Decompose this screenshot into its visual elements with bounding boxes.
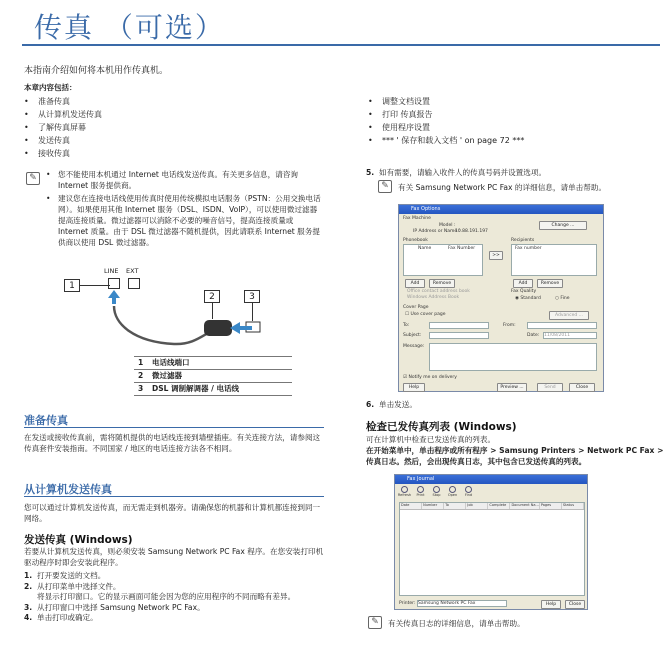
- page-title: 传真 （可选）: [34, 11, 225, 44]
- step-number: 1.: [24, 571, 33, 580]
- log-col-header[interactable]: To: [444, 503, 466, 509]
- send-button[interactable]: Send: [537, 383, 563, 392]
- step-number: 4.: [24, 613, 33, 622]
- toolbar-label: Print: [416, 493, 425, 497]
- fax-options-dialog: [398, 204, 604, 392]
- step-text: 单击打印或确定。: [37, 613, 98, 622]
- printer-select[interactable]: Samsung Network PC Fax: [417, 600, 507, 607]
- change-button[interactable]: Change ...: [539, 221, 587, 230]
- note-help-text: 有关 Samsung Network PC Fax 的详细信息，请单击帮助。: [398, 183, 607, 192]
- toolbar-button-stop[interactable]: [429, 486, 444, 497]
- option-windows-book[interactable]: Windows Address Book: [407, 295, 460, 300]
- fax-log-window: [394, 474, 588, 610]
- step-text: 单击发送。: [379, 400, 417, 409]
- step-text: 从打印菜单中选择文件。: [37, 581, 121, 591]
- log-col-header[interactable]: Complete: [488, 503, 510, 509]
- model-label: Model :: [439, 223, 456, 228]
- legend-num: 3: [138, 384, 144, 393]
- ip-value: 10.88.191.197: [455, 229, 488, 234]
- microfilter-icon: [204, 320, 232, 336]
- section-rule: [24, 496, 324, 497]
- step-5: [366, 168, 666, 179]
- check-text-2: 在开始菜单中，单击程序或所有程序 > Samsung Printers > Network PC Fax > 传真日志。然后，会出现传真日志，其中包含已发送传真的列表。: [366, 446, 664, 466]
- legend-num: 1: [138, 358, 144, 367]
- toolbar-label: Stop: [432, 493, 441, 497]
- message-label: Message:: [403, 344, 425, 349]
- legend-label: 微过滤器: [152, 371, 182, 380]
- to-input[interactable]: [429, 322, 489, 329]
- from-input[interactable]: [527, 322, 597, 329]
- log-col-header[interactable]: Number: [422, 503, 444, 509]
- note-list: [46, 169, 324, 250]
- log-toolbar: [397, 486, 587, 500]
- send-pc-text: 您可以通过计算机发送传真，而无需走到机器旁。请确保您的机器和计算机都连接到同一网络。: [24, 503, 321, 523]
- contents-item: • 打印 传真报告: [368, 108, 524, 121]
- step-item: [24, 603, 324, 614]
- quality-fine-label: Fine: [560, 296, 570, 301]
- to-label: To:: [403, 323, 410, 328]
- step-text: 打开要发送的文档。: [37, 571, 106, 580]
- col-name: Name: [418, 246, 432, 251]
- phonebook-list[interactable]: [403, 244, 483, 276]
- contents-item: • 发送传真: [24, 134, 102, 147]
- toolbar-button-open[interactable]: [445, 486, 460, 497]
- contents-item: • 准备传真: [24, 95, 102, 108]
- cover-page-label: Cover Page: [403, 305, 429, 310]
- log-col-header[interactable]: Status: [562, 503, 584, 509]
- diagram-legend: [134, 356, 292, 396]
- toolbar-label: Open: [447, 493, 458, 497]
- step-number: 2.: [24, 581, 33, 591]
- recip-col: Fax number: [515, 246, 542, 251]
- stop-icon: [433, 486, 440, 493]
- check-heading: 检查已发传真列表 (Windows): [366, 421, 517, 433]
- ip-label: IP Address or Name :: [413, 229, 461, 234]
- log-titlebar: Fax Journal: [395, 475, 587, 484]
- contents-list-right: [368, 95, 524, 147]
- step-number: 5.: [366, 168, 375, 177]
- callout-3: 3: [244, 290, 260, 303]
- toolbar-label: Find: [464, 493, 473, 497]
- advanced-button[interactable]: Advanced ...: [549, 311, 589, 320]
- step-text: 将显示打印窗口。它的显示画面可能会因为您的应用程序的不同而略有差异。: [37, 592, 296, 601]
- contents-item: • 调整文档设置: [368, 95, 524, 108]
- add-button[interactable]: Add: [405, 279, 425, 288]
- step-item: [24, 592, 324, 603]
- recipients-list[interactable]: [511, 244, 597, 276]
- callout-1: 1: [64, 279, 80, 292]
- legend-row: [134, 357, 292, 370]
- contents-item: • 接收传真: [24, 147, 102, 160]
- quality-standard[interactable]: ◉ Standard: [515, 296, 541, 301]
- quality-fine[interactable]: ○ Fine: [555, 296, 570, 301]
- log-col-header[interactable]: Document Na...: [511, 503, 539, 507]
- subject-label: Subject:: [403, 333, 422, 338]
- note-icon: ✎: [368, 616, 382, 629]
- find-icon: [465, 486, 472, 493]
- subject-input[interactable]: [429, 332, 489, 339]
- from-label: From:: [503, 323, 516, 328]
- recip-add-button[interactable]: Add: [513, 279, 533, 288]
- prepare-text: 在发送或接收传真前，需将随机提供的电话线连接到墙壁插座。有关连接方法，请参阅这传真套件安装指南。不同国家 / 地区的电话连接方法各不相同。: [24, 433, 321, 453]
- step-text: 如有需要，请输入收件人的传真号码并设置选项。: [379, 168, 547, 177]
- port-ext-label: EXT: [126, 267, 139, 275]
- log-close-button[interactable]: Close: [565, 600, 585, 609]
- close-button[interactable]: Close: [569, 383, 595, 392]
- step-item: [24, 613, 324, 624]
- step-number: 6.: [366, 400, 375, 409]
- step-6: [366, 400, 666, 411]
- toolbar-button-refresh[interactable]: [397, 486, 412, 497]
- dialog-titlebar: Fax Options: [399, 205, 603, 214]
- prepare-heading: 准备传真: [24, 414, 68, 427]
- log-table[interactable]: [399, 502, 585, 596]
- recip-remove-button[interactable]: Remove: [537, 279, 563, 288]
- printer-label: Printer:: [399, 601, 416, 606]
- note-log-text: 有关传真日志的详细信息，请单击帮助。: [388, 619, 525, 628]
- step-text: 从打印窗口中选择 Samsung Network PC Fax。: [37, 602, 205, 612]
- toolbar-label: Refresh: [397, 493, 412, 497]
- use-cover-label: Use cover page: [410, 312, 446, 317]
- legend-label: DSL 调制解调器 / 电话线: [152, 384, 239, 393]
- notify-label: Notify me on delivery: [408, 375, 457, 380]
- use-cover-checkbox[interactable]: ☐ Use cover page: [405, 312, 446, 317]
- fax-machine-label: Fax Machine: [403, 216, 431, 221]
- print-icon: [417, 486, 424, 493]
- log-col-header[interactable]: Job: [466, 503, 488, 509]
- toolbar-button-print[interactable]: [413, 486, 428, 497]
- send-fax-steps: [24, 571, 324, 624]
- log-help-button[interactable]: Help: [541, 600, 561, 609]
- send-fax-heading: 发送传真 (Windows): [24, 534, 133, 546]
- notify-checkbox[interactable]: ☑ Notify me on delivery: [403, 375, 457, 380]
- callout-line: [212, 303, 213, 319]
- quality-standard-label: Standard: [520, 296, 541, 301]
- legend-num: 2: [138, 371, 144, 380]
- callout-2: 2: [204, 290, 220, 303]
- log-header-row: [400, 503, 584, 510]
- message-input[interactable]: [429, 343, 597, 371]
- refresh-icon: [401, 486, 408, 493]
- col-fax: Fax Number: [448, 246, 476, 251]
- arrow-up-icon: [108, 290, 120, 304]
- date-label: Date:: [527, 333, 540, 338]
- connection-diagram: [64, 264, 334, 354]
- send-fax-text: 若要从计算机发送传真，则必须安装 Samsung Network PC Fax 程序。在您安装打印机驱动程序时即会安装此程序。: [24, 547, 324, 567]
- log-col-header[interactable]: Date: [400, 503, 422, 509]
- contents-item: • 从计算机发送传真: [24, 108, 102, 121]
- note-item: • 您不能使用本机通过 Internet 电话线发送传真。有关更多信息，请咨询 Internet 服务提供商。: [46, 169, 324, 191]
- section-rule: [24, 427, 324, 428]
- note-item: • 建议您在连接电话线使用传真时使用传统模拟电话服务（PSTN：公用交换电话网）。如果使用其他 Internet 服务（DSL、ISDN、VoIP），可以使用微过滤器提高连接质量。微过滤器可以消除不必要的噪音信号，提高连接质量或 Internet 质量。由于 DSL 微过滤器不随机提供，因此请联系 Internet 服务提供商以使用 DSL 微过滤器。: [46, 193, 324, 248]
- step-item: [24, 582, 324, 593]
- step-number: 3.: [24, 602, 33, 612]
- step-item: [24, 571, 324, 582]
- add-recipient-arrow[interactable]: >>: [489, 251, 503, 260]
- note-icon: ✎: [378, 180, 392, 193]
- fax-quality-label: Fax Quality: [511, 289, 537, 294]
- phonebook-label: Phonebook: [403, 238, 428, 243]
- legend-row: [134, 370, 292, 383]
- log-col-header[interactable]: Pages: [540, 503, 562, 509]
- check-text-1: 可在计算机中检查已发送传真的列表。: [366, 435, 496, 444]
- cable-svg: [64, 264, 334, 354]
- title-rule: [22, 44, 660, 46]
- contents-heading: 本章内容包括：: [24, 83, 77, 92]
- legend-label: 电话线端口: [152, 358, 190, 367]
- help-button[interactable]: Help: [403, 383, 425, 392]
- contents-item: • 使用程序设置: [368, 121, 524, 134]
- port-line-label: LINE: [104, 267, 119, 275]
- date-input[interactable]: 11/08/2011: [543, 332, 597, 339]
- recipients-label: Recipients: [511, 238, 535, 243]
- contents-list-left: [24, 95, 102, 160]
- intro-text: 本指南介绍如何将本机用作传真机。: [24, 66, 169, 76]
- preview-button[interactable]: Preview ...: [497, 383, 527, 392]
- legend-row: [134, 383, 292, 396]
- send-pc-heading: 从计算机发送传真: [24, 483, 112, 496]
- contents-item: • *** ' 保存和载入文档 ' on page 72 ***: [368, 134, 524, 147]
- note-icon: ✎: [26, 172, 40, 185]
- toolbar-button-find[interactable]: [461, 486, 476, 497]
- callout-line: [252, 303, 253, 321]
- remove-button[interactable]: Remove: [429, 279, 455, 288]
- option-office-book[interactable]: Office contact address book: [407, 289, 470, 294]
- open-icon: [449, 486, 456, 493]
- contents-item: • 了解传真屏幕: [24, 121, 102, 134]
